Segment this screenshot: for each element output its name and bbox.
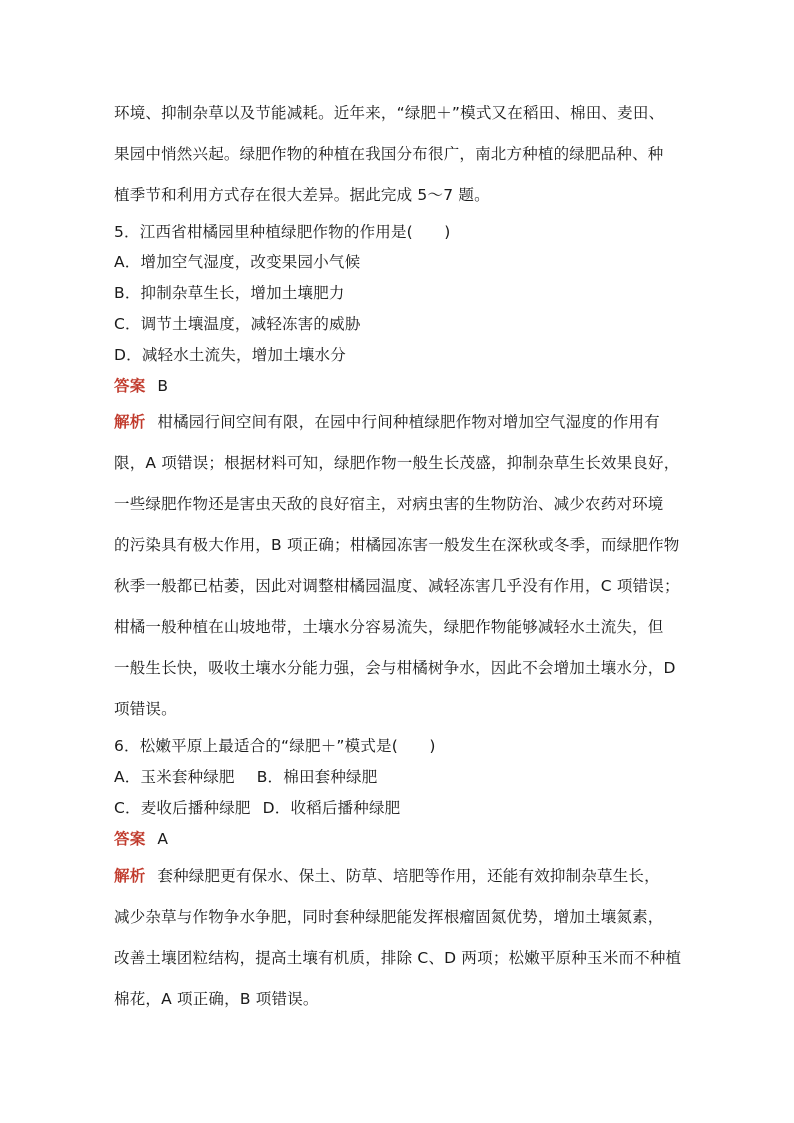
q6-analysis-line: 改善土壤团粒结构，提高土壤有机质，排除 C、D 两项；松嫩平原种玉米而不种植 bbox=[114, 949, 682, 967]
q5-analysis-label: 解析 bbox=[114, 413, 146, 431]
intro-line: 环境、抑制杂草以及节能减耗。近年来，“绿肥＋”模式又在稻田、棉田、麦田、 bbox=[114, 104, 665, 122]
intro-line: 植季节和利用方式存在很大差异。据此完成 5～7 题。 bbox=[114, 186, 490, 204]
q6-stem: 6．松嫩平原上最适合的“绿肥＋”模式是( ) bbox=[114, 737, 436, 755]
q5-analysis-line: 项错误。 bbox=[114, 700, 177, 718]
q6-options-row-2 bbox=[114, 797, 684, 819]
q5-analysis-text: 柑橘园行间空间有限，在园中行间种植绿肥作物对增加空气湿度的作用有 bbox=[157, 413, 660, 431]
q5-analysis-line: 柑橘一般种植在山坡地带，土壤水分容易流失，绿肥作物能够减轻水土流失，但 bbox=[114, 618, 664, 636]
q5-option-a: A．增加空气湿度，改变果园小气候 bbox=[114, 253, 361, 271]
q6-answer-row bbox=[114, 828, 684, 850]
q6-option-d: D．收稻后播种绿肥 bbox=[262, 799, 401, 817]
q5-answer-label: 答案 bbox=[114, 377, 146, 395]
q5-option-c: C．调节土壤温度，减轻冻害的威胁 bbox=[114, 315, 361, 333]
q6-answer-label: 答案 bbox=[114, 830, 146, 848]
q6-analysis-label: 解析 bbox=[114, 867, 146, 885]
q5-analysis-line: 限，A 项错误；根据材料可知，绿肥作物一般生长茂盛，抑制杂草生长效果良好， bbox=[114, 454, 680, 472]
intro-line: 果园中悄然兴起。绿肥作物的种植在我国分布很广，南北方种植的绿肥品种、种 bbox=[114, 145, 664, 163]
q5-analysis-line bbox=[114, 411, 684, 433]
q5-answer: B bbox=[157, 377, 169, 395]
q6-option-b: B．棉田套种绿肥 bbox=[256, 768, 378, 786]
q5-analysis-line: 秋季一般都已枯萎，因此对调整柑橘园温度、减轻冻害几乎没有作用，C 项错误； bbox=[114, 577, 680, 595]
q6-analysis-line: 减少杂草与作物争水争肥，同时套种绿肥能发挥根瘤固氮优势，增加土壤氮素， bbox=[114, 908, 664, 926]
q6-option-a: A．玉米套种绿肥 bbox=[114, 768, 235, 786]
q6-analysis-text: 套种绿肥更有保水、保土、防草、培肥等作用，还能有效抑制杂草生长， bbox=[157, 867, 660, 885]
q6-analysis-line bbox=[114, 865, 684, 887]
q6-answer: A bbox=[157, 830, 169, 848]
q6-options-row-1 bbox=[114, 766, 684, 788]
q5-option-d: D．减轻水土流失，增加土壤水分 bbox=[114, 346, 346, 364]
q5-answer-row bbox=[114, 375, 684, 397]
q5-stem: 5．江西省柑橘园里种植绿肥作物的作用是( ) bbox=[114, 223, 451, 241]
q5-analysis-line: 的污染具有极大作用，B 项正确；柑橘园冻害一般发生在深秋或冬季，而绿肥作物 bbox=[114, 536, 680, 554]
q5-analysis-line: 一般生长快，吸收土壤水分能力强，会与柑橘树争水，因此不会增加土壤水分，D bbox=[114, 659, 676, 677]
q6-option-c: C．麦收后播种绿肥 bbox=[114, 799, 251, 817]
q6-analysis-line: 棉花，A 项正确，B 项错误。 bbox=[114, 990, 319, 1008]
q5-analysis-line: 一些绿肥作物还是害虫天敌的良好宿主，对病虫害的生物防治、减少农药对环境 bbox=[114, 495, 664, 513]
q5-option-b: B．抑制杂草生长，增加土壤肥力 bbox=[114, 284, 345, 302]
